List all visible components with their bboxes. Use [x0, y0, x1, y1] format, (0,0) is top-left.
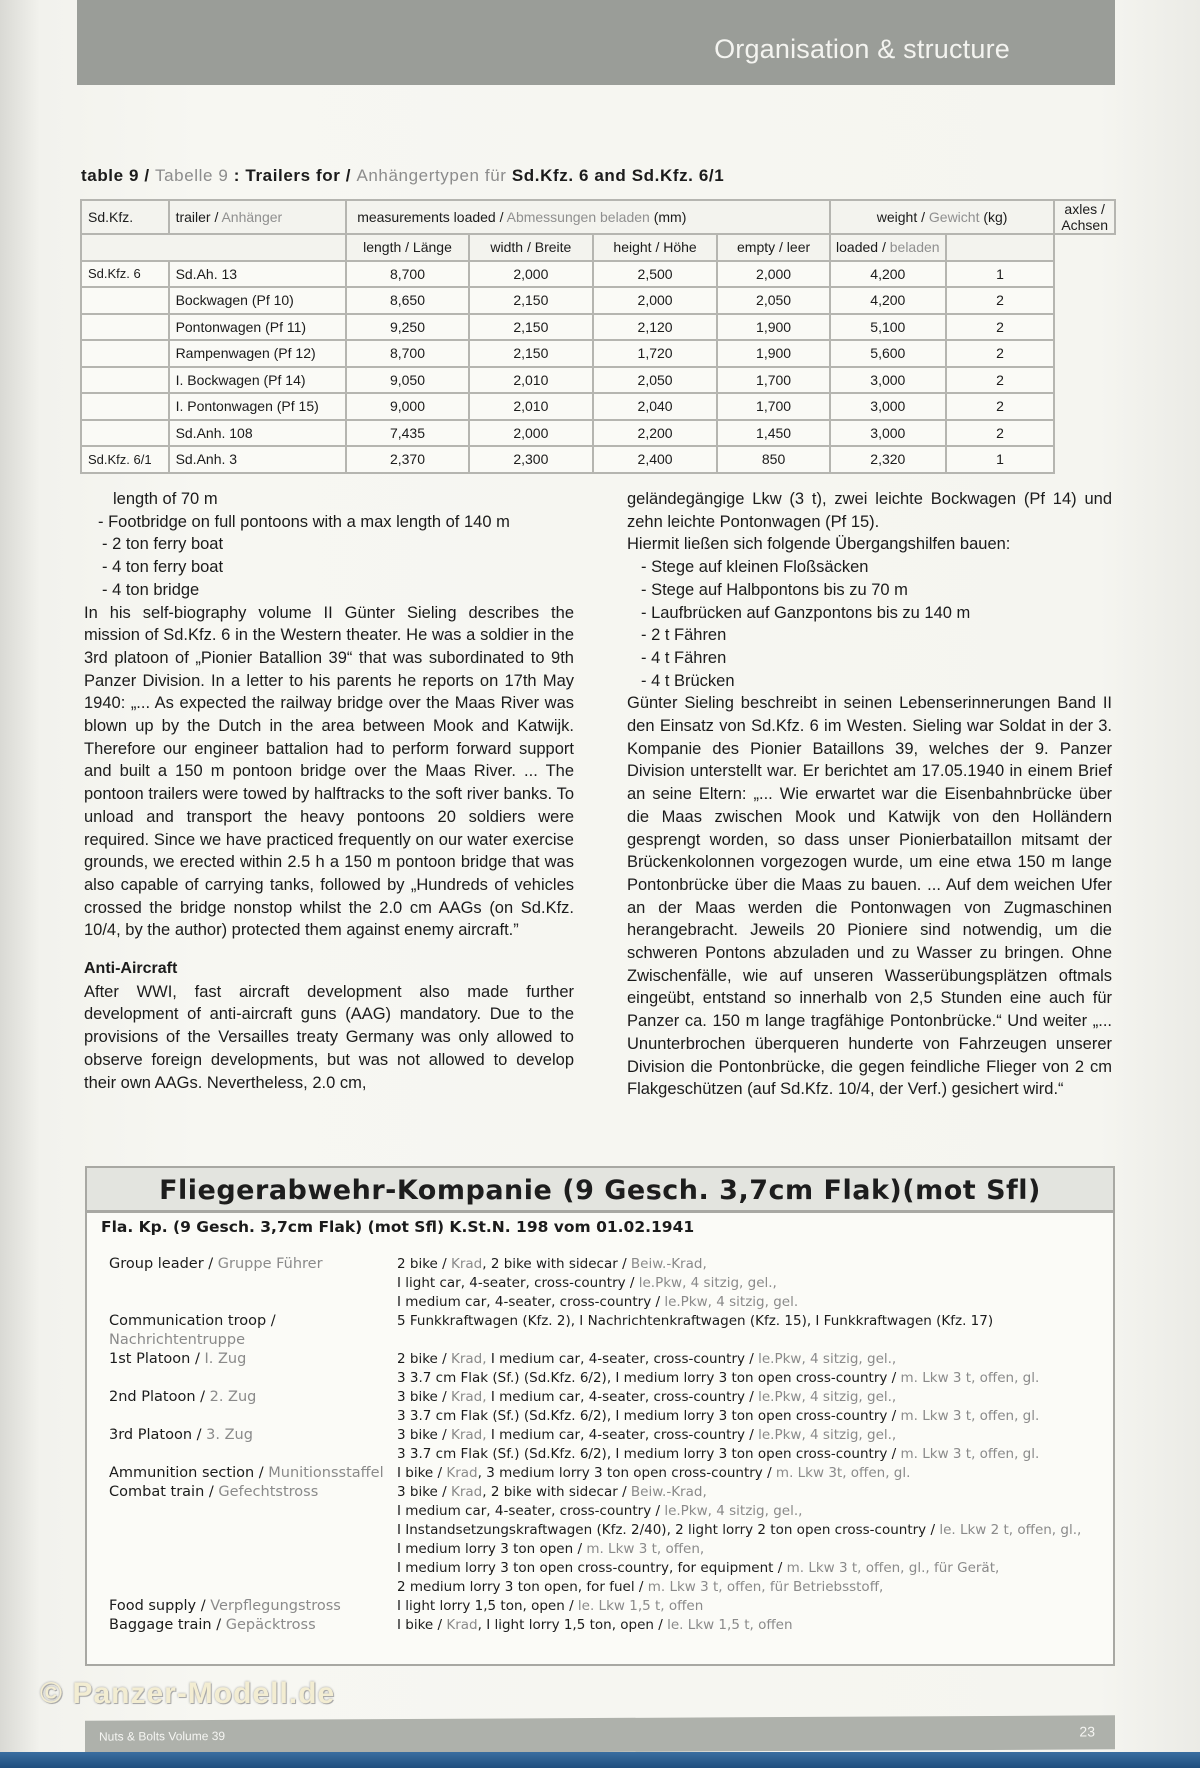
caption-part: Tabelle 9: [155, 166, 229, 185]
cell-axles: 2: [946, 340, 1055, 367]
caption-part: Anhängertypen für: [356, 166, 507, 185]
cell-empty: 1,900: [717, 340, 830, 367]
list-item: - 4 t Brücken: [641, 671, 735, 690]
cell-axles: 1: [946, 261, 1055, 288]
cell-trailer: I. Bockwagen (Pf 14): [169, 367, 347, 394]
publication-title: Nuts & Bolts Volume 39: [99, 1728, 226, 1744]
section-title: Organisation & structure: [714, 34, 1010, 64]
list-item: - Stege auf kleinen Floßsäcken: [641, 558, 869, 577]
equipment-line: I bike / Krad, 3 medium lorry 3 ton open cross-country / m. Lkw 3t, offen, gl.: [397, 1465, 911, 1481]
cell-height: 2,500: [593, 261, 717, 288]
header-weight: weight / Gewicht (kg): [830, 200, 1054, 234]
cell-loaded: 3,000: [830, 420, 946, 447]
table-caption: [81, 166, 724, 186]
org-chart-title: Fliegerabwehr-Kompanie (9 Gesch. 3,7cm Flak)(mot Sfl): [87, 1168, 1113, 1213]
list-item: - 4 ton ferry boat: [102, 558, 224, 577]
equipment-line: 3 bike / Krad, 2 bike with sidecar / Beiw.-Krad,: [397, 1484, 707, 1500]
org-unit-equipment: [397, 1426, 1107, 1464]
cell-loaded: 2,320: [830, 446, 946, 473]
cell-trailer: Sd.Anh. 3: [169, 446, 347, 473]
table-subheader-row: [81, 234, 1115, 261]
cell-width: 2,000: [469, 420, 593, 447]
cell-height: 2,200: [593, 420, 717, 447]
cell-height: 1,720: [593, 340, 717, 367]
cell-sdkfz: [81, 420, 169, 447]
org-unit-label: Combat train / Gefechtstross: [109, 1484, 319, 1500]
cell-length: 8,650: [346, 287, 469, 314]
org-unit-label: Ammunition section / Munitionsstaffel: [109, 1465, 384, 1481]
equipment-line: 3 bike / Krad, I medium car, 4-seater, cross-country / le.Pkw, 4 sitzig, gel.,: [397, 1427, 897, 1443]
cell-width: 2,150: [469, 314, 593, 341]
org-unit-equipment: [397, 1616, 1107, 1635]
equipment-line: I Instandsetzungskraftwagen (Kfz. 2/40), 2 light lorry 2 ton open cross-country / le. Lkw 2 t, offen, gl.,: [397, 1522, 1082, 1538]
cell-length: 9,050: [346, 367, 469, 394]
subheader-loaded: loaded / beladen: [830, 234, 946, 261]
cell-sdkfz: [81, 314, 169, 341]
cell-loaded: 5,100: [830, 314, 946, 341]
equipment-line: I light car, 4-seater, cross-country / le.Pkw, 4 sitzig, gel.,: [397, 1275, 777, 1291]
list-item: - Footbridge on full pontoons with a max length of 140 m: [98, 512, 510, 531]
list-intro: Hiermit ließen sich folgende Übergangshilfen bauen:: [627, 535, 1011, 554]
cell-trailer: I. Pontonwagen (Pf 15): [169, 393, 347, 420]
cell-sdkfz: Sd.Kfz. 6/1: [81, 446, 169, 473]
list-item: - 4 t Fähren: [641, 648, 727, 667]
cell-empty: 1,900: [717, 314, 830, 341]
cell-loaded: 5,600: [830, 340, 946, 367]
table-row: [81, 314, 1115, 341]
equipment-line: 3 3.7 cm Flak (Sf.) (Sd.Kfz. 6/2), I medium lorry 3 ton open cross-country / m. Lkw 3 t, offen, gl.: [397, 1446, 1040, 1462]
list-item: - Stege auf Halbpontons bis zu 70 m: [641, 580, 908, 599]
page-footer: [85, 1715, 1115, 1754]
cell-empty: 1,700: [717, 367, 830, 394]
table-row: [81, 261, 1115, 288]
body-paragraph: In his self-biography volume II Günter Sieling describes the mission of Sd.Kfz. 6 in the Western theater. He was a soldier in the 3rd platoon of „Pionier Batallion 39“ that was subordinated to 9th Panzer Division. In a letter to his parents he reports on 17th May 1940: „... As expected the railway bridge over the Maas River was blown up by the Dutch in the area between Mook and Katwijk. Therefore our engineer battalion had to perform forward support and built a 150 m pontoon bridge over the Maas River. ... The pontoon trailers were towed by halftracks to the soft river banks. To unload and transport the heavy pontoons 20 soldiers were required. Since we have practiced frequently on our water exercise grounds, we erected within 2.5 h a 150 m pontoon bridge that was also capable of carrying tanks, followed by „Hundreds of vehicles crossed the bridge nonstop whilst the 2.0 cm AAGs (on Sd.Kfz. 10/4, by the author) protected them against enemy aircraft.”: [84, 603, 574, 940]
cell-sdkfz: Sd.Kfz. 6: [81, 261, 169, 288]
header-trailer: trailer / Anhänger: [169, 200, 347, 234]
header-sdkfz: Sd.Kfz.: [81, 200, 169, 234]
list-item: - 4 ton bridge: [102, 580, 200, 599]
cell-trailer: Bockwagen (Pf 10): [169, 287, 347, 314]
equipment-line: 5 Funkkraftwagen (Kfz. 2), I Nachrichtenkraftwagen (Kfz. 15), I Funkkraftwagen (Kfz. 17): [397, 1313, 994, 1329]
org-unit-label: Food supply / Verpflegungstross: [109, 1598, 341, 1614]
cell-empty: 1,450: [717, 420, 830, 447]
subheader-empty: empty / leer: [717, 234, 830, 261]
body-paragraph: Günter Sieling beschreibt in seinen Lebenserinnerungen Band II den Einsatz von Sd.Kfz. 6 im Westen. Sieling war Soldat in der 3. Kompanie des Pionier Bataillons 39, welches der 9. Panzer Division unterstellt war. Er berichtet am 17.05.1940 in einem Brief an seine Eltern: „... Wie erwartet war die Eisenbahnbrücke über die Maas zwischen Mook und Katwijk von den Holländern gesprengt worden, so dass unser Pionierbataillon mitsamt der Brückenkolonnen vorgezogen wurde, um eine etwa 150 m lange Pontonbrücke über die Maas zu bauen. ... Auf dem weichen Ufer an der Maas werden die Pontonwagen von Zugmaschinen herangebracht. Jeweils 20 Pioniere sind notwendig, um die schweren Pontons abzuladen und zu Wasser zu bringen. Ohne Zwischenfälle, wie auf unseren Wasserübungsplätzen oftmals eingeübt, entstand so innerhalb von 2,5 Stunden eine auch für Panzer ca. 150 m lange tragfähige Pontonbrücke.“ Und weiter „... Ununterbrochen überqueren hunderte von Fahrzeugen unserer Division die Pontonbrücke, die gegen feindliche Flieger von 2 cm Flakgeschützen (auf Sd.Kfz. 10/4, der Verf.) gesichert wird.“: [627, 694, 1112, 1099]
org-unit-label: 1st Platoon / I. Zug: [109, 1351, 247, 1367]
subheader-length: length / Länge: [346, 234, 469, 261]
equipment-line: I medium lorry 3 ton open cross-country, for equipment / m. Lkw 3 t, offen, gl., für Gerät,: [397, 1560, 1000, 1576]
cell-length: 8,700: [346, 340, 469, 367]
cell-height: 2,040: [593, 393, 717, 420]
cell-sdkfz: [81, 340, 169, 367]
list-item: - 2 ton ferry boat: [102, 535, 224, 554]
table-row: [81, 367, 1115, 394]
cell-height: 2,000: [593, 287, 717, 314]
equipment-line: 3 3.7 cm Flak (Sf.) (Sd.Kfz. 6/2), I medium lorry 3 ton open cross-country / m. Lkw 3 t, offen, gl.: [397, 1408, 1040, 1424]
table-row: [81, 420, 1115, 447]
cell-width: 2,300: [469, 446, 593, 473]
cell-width: 2,010: [469, 367, 593, 394]
equipment-line: I bike / Krad, I light lorry 1,5 ton, open / le. Lkw 1,5 t, offen: [397, 1617, 793, 1633]
cell-sdkfz: [81, 393, 169, 420]
list-item: - Laufbrücken auf Ganzpontons bis zu 140 m: [641, 603, 971, 622]
left-text-column: [84, 488, 574, 1094]
org-chart-subtitle: Fla. Kp. (9 Gesch. 3,7cm Flak) (mot Sfl) K.St.N. 198 vom 01.02.1941: [101, 1218, 695, 1236]
cell-axles: 1: [946, 446, 1055, 473]
org-unit-equipment: [397, 1464, 1107, 1483]
subheader-blank: [946, 234, 1055, 261]
cell-empty: 2,000: [717, 261, 830, 288]
cell-height: 2,050: [593, 367, 717, 394]
cell-width: 2,000: [469, 261, 593, 288]
org-unit-equipment: [397, 1255, 1107, 1312]
cell-axles: 2: [946, 287, 1055, 314]
cell-length: 2,370: [346, 446, 469, 473]
org-unit-equipment: [397, 1312, 1107, 1331]
caption-part: : Trailers for /: [228, 166, 357, 185]
org-unit-label: 2nd Platoon / 2. Zug: [109, 1389, 257, 1405]
cell-empty: 850: [717, 446, 830, 473]
table-row: [81, 393, 1115, 420]
list-item: - 2 t Fähren: [641, 626, 727, 645]
cell-width: 2,150: [469, 340, 593, 367]
cell-empty: 1,700: [717, 393, 830, 420]
section-header-band: [77, 0, 1115, 85]
cell-axles: 2: [946, 420, 1055, 447]
org-unit-equipment: [397, 1597, 1107, 1616]
cell-length: 7,435: [346, 420, 469, 447]
organisation-chart-box: [85, 1166, 1115, 1666]
org-unit-label: Baggage train / Gepäcktross: [109, 1617, 316, 1633]
cell-sdkfz: [81, 367, 169, 394]
org-unit-equipment: [397, 1350, 1107, 1388]
cell-height: 2,120: [593, 314, 717, 341]
cell-sdkfz: [81, 287, 169, 314]
list-continuation: length of 70 m: [113, 490, 218, 508]
copyright-watermark: © Panzer-Modell.de: [40, 1677, 336, 1710]
cell-width: 2,150: [469, 287, 593, 314]
equipment-line: I light lorry 1,5 ton, open / le. Lkw 1,5 t, offen: [397, 1598, 704, 1614]
equipment-line: I medium car, 4-seater, cross-country / le.Pkw, 4 sitzig, gel.: [397, 1294, 799, 1310]
header-measurements: measurements loaded / Abmessungen beladen (mm): [346, 200, 830, 234]
org-unit-equipment: [397, 1388, 1107, 1426]
cell-width: 2,010: [469, 393, 593, 420]
body-paragraph: geländegängige Lkw (3 t), zwei leichte Bockwagen (Pf 14) und zehn leichte Pontonwagen (Pf 15).: [627, 490, 1112, 531]
cell-height: 2,400: [593, 446, 717, 473]
cell-empty: 2,050: [717, 287, 830, 314]
org-unit-label: 3rd Platoon / 3. Zug: [109, 1427, 253, 1443]
equipment-line: 3 3.7 cm Flak (Sf.) (Sd.Kfz. 6/2), I medium lorry 3 ton open cross-country / m. Lkw 3 t, offen, gl.: [397, 1370, 1040, 1386]
subheader-height: height / Höhe: [593, 234, 717, 261]
page-number: 23: [1079, 1723, 1095, 1740]
cell-loaded: 4,200: [830, 261, 946, 288]
equipment-line: I medium lorry 3 ton open / m. Lkw 3 t, offen,: [397, 1541, 705, 1557]
cell-axles: 2: [946, 393, 1055, 420]
table-row: [81, 446, 1115, 473]
cell-trailer: Pontonwagen (Pf 11): [169, 314, 347, 341]
subheader-blank: [81, 234, 346, 261]
cell-loaded: 3,000: [830, 393, 946, 420]
table-row: [81, 340, 1115, 367]
cell-axles: 2: [946, 367, 1055, 394]
right-text-column: [627, 488, 1112, 1101]
cell-trailer: Rampenwagen (Pf 12): [169, 340, 347, 367]
cell-length: 9,000: [346, 393, 469, 420]
equipment-line: 2 medium lorry 3 ton open, for fuel / m. Lkw 3 t, offen, für Betriebsstoff,: [397, 1579, 884, 1595]
table-header-row: [81, 200, 1115, 234]
table-row: [81, 287, 1115, 314]
org-unit-equipment: [397, 1483, 1107, 1597]
cell-length: 8,700: [346, 261, 469, 288]
caption-part: table 9 /: [81, 166, 156, 185]
trailers-table: [80, 199, 1116, 474]
cell-length: 9,250: [346, 314, 469, 341]
cell-trailer: Sd.Ah. 13: [169, 261, 347, 288]
equipment-line: 3 bike / Krad, I medium car, 4-seater, cross-country / le.Pkw, 4 sitzig, gel.,: [397, 1389, 897, 1405]
cell-trailer: Sd.Anh. 108: [169, 420, 347, 447]
equipment-line: I medium car, 4-seater, cross-country / le.Pkw, 4 sitzig, gel.,: [397, 1503, 803, 1519]
caption-part: Sd.Kfz. 6 and Sd.Kfz. 6/1: [506, 166, 725, 185]
org-unit-label: Group leader / Gruppe Führer: [109, 1256, 323, 1272]
cell-loaded: 4,200: [830, 287, 946, 314]
section-heading: Anti-Aircraft: [84, 960, 178, 978]
cell-loaded: 3,000: [830, 367, 946, 394]
cell-axles: 2: [946, 314, 1055, 341]
equipment-line: 2 bike / Krad, 2 bike with sidecar / Beiw.-Krad,: [397, 1256, 707, 1272]
org-unit-label: Communication troop / Nachrichtentruppe: [109, 1313, 276, 1348]
header-axles: axles / Achsen: [1054, 200, 1115, 234]
body-paragraph: After WWI, fast aircraft development also made further development of anti-aircraft guns (AAG) mandatory. Due to the provisions of the Versailles treaty Germany was only allowed to observe foreign developments, but was not allowed to develop their own AAGs. Nevertheless, 2.0 cm,: [84, 982, 574, 1092]
background-edge: [0, 1752, 1200, 1768]
subheader-width: width / Breite: [469, 234, 593, 261]
equipment-line: 2 bike / Krad, I medium car, 4-seater, cross-country / le.Pkw, 4 sitzig, gel.,: [397, 1351, 897, 1367]
